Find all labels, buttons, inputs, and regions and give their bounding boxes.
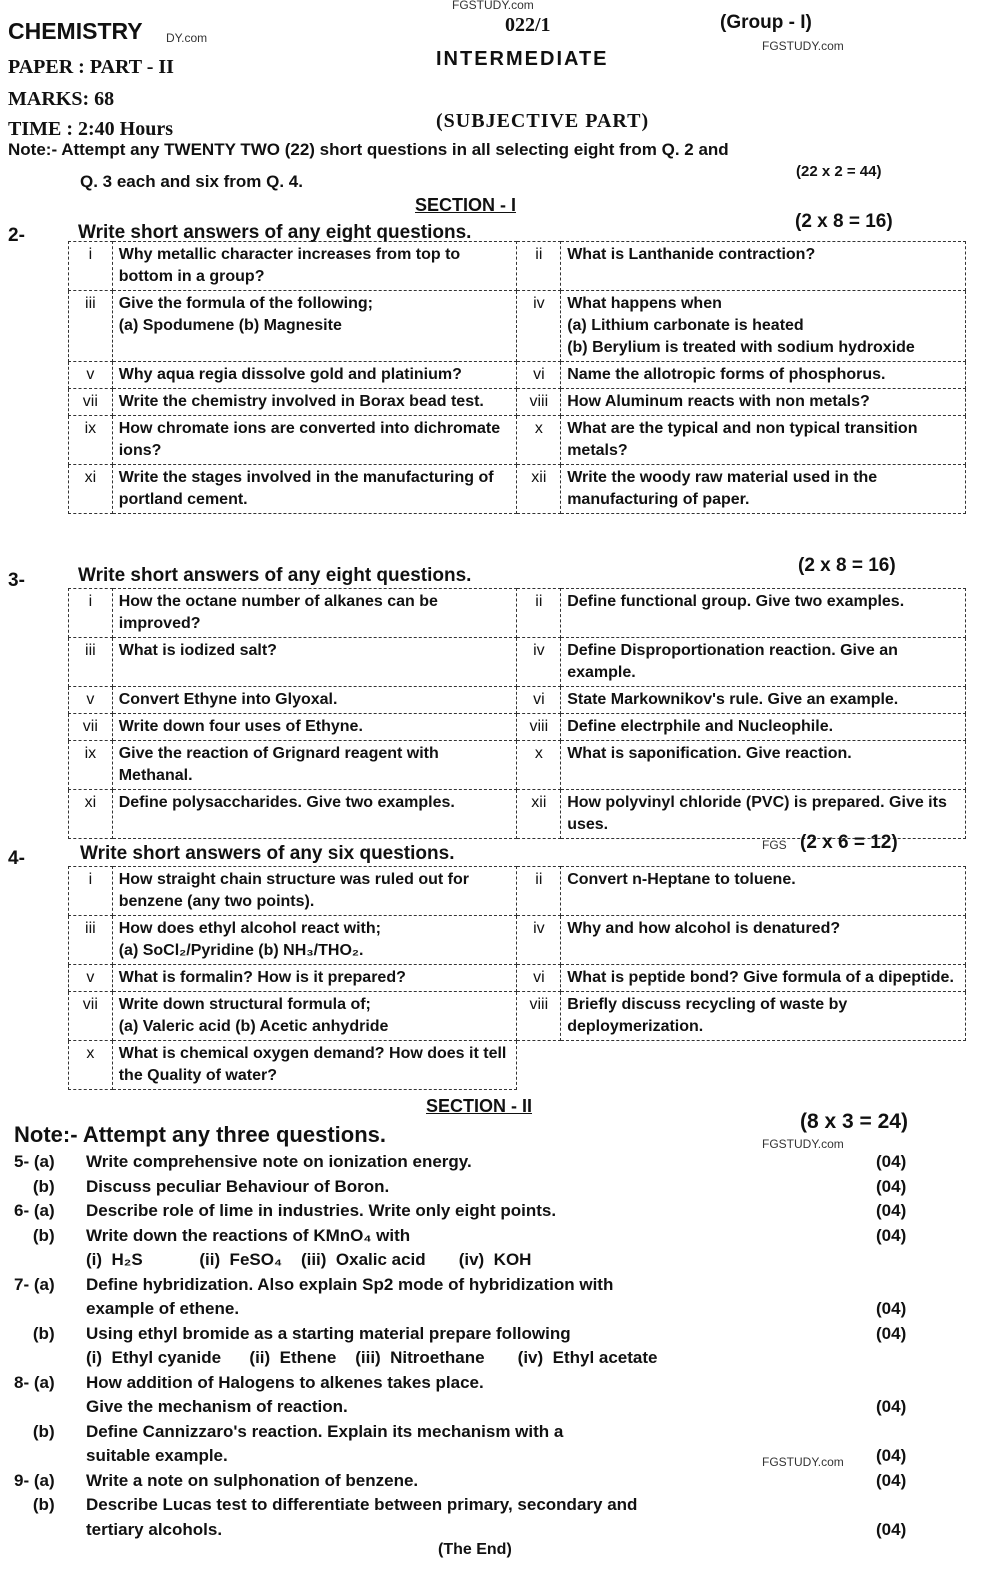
question-numeral: iii [69, 638, 113, 687]
question-text: What is Lanthanide contraction? [561, 242, 966, 291]
question-text: Give the formula of the following; (a) Spodumene (b) Magnesite [112, 291, 517, 362]
long-question-line [14, 1518, 934, 1543]
watermark: FGSTUDY.com [452, 0, 534, 12]
long-question-line [14, 1322, 934, 1347]
question-label: 9- (a) [14, 1470, 55, 1490]
long-question-line [14, 1420, 934, 1445]
question-numeral: vii [69, 389, 113, 416]
question-text: Write down structural formula of; (a) Valeric acid (b) Acetic anhydride [112, 992, 517, 1041]
long-question-line [14, 1493, 934, 1518]
question-label: 5- (a) [14, 1152, 55, 1171]
question-text: Name the allotropic forms of phosphorus. [561, 362, 966, 389]
question-numeral: xi [69, 465, 113, 514]
question-marks: (04) [876, 1446, 907, 1465]
question-marks: (2 x 8 = 16) [798, 555, 896, 576]
group: (Group - I) [720, 12, 812, 33]
question-text: Define Cannizzaro's reaction. Explain its mechanism with a [86, 1421, 564, 1441]
question-text: Write down four uses of Ethyne. [112, 714, 517, 741]
question-text: Give the mechanism of reaction. [86, 1397, 348, 1416]
question-text: Write the stages involved in the manufacturing of portland cement. [112, 465, 517, 514]
question-text: Define hybridization. Also explain Sp2 mode of hybridization with [86, 1274, 614, 1294]
question-text: Convert Ethyne into Glyoxal. [112, 687, 517, 714]
question-text: Write down the reactions of KMnO₄ with [86, 1225, 411, 1245]
marks: MARKS: 68 [8, 88, 115, 110]
question-text: How Aluminum reacts with non metals? [561, 389, 966, 416]
part-title: (SUBJECTIVE PART) [436, 110, 650, 132]
question-text: (i) Ethyl cyanide (ii) Ethene (iii) Nitroethane (iv) Ethyl acetate [86, 1348, 658, 1367]
question-numeral: i [69, 589, 113, 638]
question-marks: (2 x 6 = 12) [800, 832, 898, 853]
question-text: How addition of Halogens to alkenes takes place. [86, 1372, 484, 1392]
watermark: FGS [762, 838, 787, 852]
question-number: 3- [8, 570, 25, 591]
question-numeral: viii [517, 714, 561, 741]
question-numeral: ix [69, 416, 113, 465]
question-marks: (04) [876, 1323, 907, 1343]
question-numeral: ix [69, 741, 113, 790]
question-text: Discuss peculiar Behaviour of Boron. [86, 1176, 390, 1196]
long-question-line [14, 1297, 934, 1322]
table-row [69, 714, 966, 741]
table-row [69, 1041, 966, 1090]
question-numeral: iii [69, 291, 113, 362]
question-numeral: i [69, 242, 113, 291]
question-numeral: iii [69, 916, 113, 965]
question-numeral: vi [517, 362, 561, 389]
question-numeral: x [517, 416, 561, 465]
question-numeral: viii [517, 389, 561, 416]
long-question-line [14, 1273, 934, 1298]
question-numeral: iv [517, 638, 561, 687]
empty-cell [517, 1041, 561, 1090]
question-text: How chromate ions are converted into dichromate ions? [112, 416, 517, 465]
question-text: Convert n-Heptane to toluene. [561, 867, 966, 916]
question-text: Write the chemistry involved in Borax bead test. [112, 389, 517, 416]
question-marks: (04) [876, 1152, 907, 1171]
level: INTERMEDIATE [436, 48, 609, 70]
time: TIME : 2:40 Hours [8, 118, 173, 140]
section-note: Note:- Attempt any three questions. [14, 1122, 386, 1147]
question-numeral: i [69, 867, 113, 916]
question-numeral: vi [517, 965, 561, 992]
question-table [68, 866, 966, 1090]
question-text: example of ethene. [86, 1299, 240, 1318]
question-text: What is chemical oxygen demand? How does it tell the Quality of water? [112, 1041, 517, 1090]
question-text: What happens when (a) Lithium carbonate is heated (b) Berylium is treated with sodium hydroxide [561, 291, 966, 362]
watermark: DY.com [166, 31, 208, 45]
question-numeral: ii [517, 242, 561, 291]
question-numeral: xi [69, 790, 113, 839]
the-end: (The End) [438, 1541, 512, 1558]
question-marks: (04) [876, 1225, 907, 1245]
question-marks: (04) [876, 1201, 907, 1220]
long-question-line [14, 1248, 934, 1273]
question-marks: (2 x 8 = 16) [795, 211, 893, 232]
question-text: Describe role of lime in industries. Write only eight points. [86, 1201, 557, 1220]
table-row [69, 965, 966, 992]
paper-part: PAPER : PART - II [8, 56, 174, 78]
question-numeral: viii [517, 992, 561, 1041]
question-text: Briefly discuss recycling of waste by deploymerization. [561, 992, 966, 1041]
question-numeral: v [69, 965, 113, 992]
question-text: Define Disproportionation reaction. Give an example. [561, 638, 966, 687]
note-line-2: Q. 3 each and six from Q. 4. [80, 172, 303, 191]
table-row [69, 741, 966, 790]
question-text: Why and how alcohol is denatured? [561, 916, 966, 965]
question-numeral: v [69, 687, 113, 714]
question-text: tertiary alcohols. [86, 1519, 223, 1539]
question-label: 6- (a) [14, 1201, 55, 1220]
question-numeral: vii [69, 992, 113, 1041]
table-row [69, 389, 966, 416]
question-label: (b) [14, 1495, 55, 1514]
table-row [69, 638, 966, 687]
question-text: (i) H₂S (ii) FeSO₄ (iii) Oxalic acid (iv) KOH [86, 1250, 532, 1269]
question-numeral: v [69, 362, 113, 389]
question-text: Using ethyl bromide as a starting material prepare following [86, 1323, 571, 1343]
question-text: Define polysaccharides. Give two examples. [112, 790, 517, 839]
long-question-line [14, 1346, 934, 1371]
question-label: (b) [14, 1176, 55, 1196]
question-number: 4- [8, 848, 25, 869]
question-text: Write comprehensive note on ionization energy. [86, 1152, 472, 1171]
question-marks: (04) [876, 1519, 907, 1539]
paper-code: 022/1 [505, 14, 551, 36]
question-label: 7- (a) [14, 1274, 55, 1294]
note-marks: (22 x 2 = 44) [796, 163, 882, 180]
question-text: Why aqua regia dissolve gold and platinium? [112, 362, 517, 389]
question-text: Describe Lucas test to differentiate between primary, secondary and [86, 1495, 638, 1514]
long-question-line [14, 1395, 934, 1420]
question-numeral: ii [517, 867, 561, 916]
table-row [69, 916, 966, 965]
note-line-1: Note:- Attempt any TWENTY TWO (22) short questions in all selecting eight from Q. 2 and [8, 140, 729, 159]
section-title: SECTION - I [415, 195, 517, 215]
question-number: 2- [8, 225, 25, 246]
long-question-line [14, 1469, 934, 1494]
long-question-line [14, 1199, 934, 1224]
question-text: How the octane number of alkanes can be improved? [112, 589, 517, 638]
table-row [69, 362, 966, 389]
question-text: State Markownikov's rule. Give an example. [561, 687, 966, 714]
watermark: FGSTUDY.com [762, 1137, 844, 1151]
question-numeral: ii [517, 589, 561, 638]
question-numeral: xii [517, 790, 561, 839]
question-text: How straight chain structure was ruled out for benzene (any two points). [112, 867, 517, 916]
question-numeral: x [69, 1041, 113, 1090]
long-questions [14, 1150, 934, 1542]
table-row [69, 687, 966, 714]
table-row [69, 465, 966, 514]
question-title: Write short answers of any eight questions. [78, 222, 472, 243]
question-marks: (04) [876, 1299, 907, 1318]
question-label: (b) [14, 1225, 55, 1245]
question-text: Define functional group. Give two examples. [561, 589, 966, 638]
question-text: Why metallic character increases from top to bottom in a group? [112, 242, 517, 291]
table-row [69, 992, 966, 1041]
empty-cell [561, 1041, 966, 1090]
watermark: FGSTUDY.com [762, 1455, 844, 1469]
question-label: (b) [14, 1421, 55, 1441]
table-row [69, 291, 966, 362]
question-numeral: x [517, 741, 561, 790]
table-row [69, 416, 966, 465]
question-text: How polyvinyl chloride (PVC) is prepared. Give its uses. [561, 790, 966, 839]
question-text: What are the typical and non typical transition metals? [561, 416, 966, 465]
question-marks: (04) [876, 1176, 907, 1196]
question-text: What is iodized salt? [112, 638, 517, 687]
question-label: 8- (a) [14, 1372, 55, 1392]
question-text: What is saponification. Give reaction. [561, 741, 966, 790]
section-title: SECTION - II [426, 1096, 533, 1116]
question-text: suitable example. [86, 1446, 228, 1465]
question-text: Define electrphile and Nucleophile. [561, 714, 966, 741]
question-numeral: vii [69, 714, 113, 741]
long-question-line [14, 1175, 934, 1200]
question-table [68, 588, 966, 839]
question-numeral: iv [517, 291, 561, 362]
question-marks: (04) [876, 1397, 907, 1416]
long-question-line [14, 1150, 934, 1175]
question-label: (b) [14, 1323, 55, 1343]
subject: CHEMISTRY [8, 18, 143, 44]
table-row [69, 589, 966, 638]
question-marks: (04) [876, 1470, 907, 1490]
question-text: Write the woody raw material used in the manufacturing of paper. [561, 465, 966, 514]
question-numeral: iv [517, 916, 561, 965]
watermark: FGSTUDY.com [762, 39, 844, 53]
question-text: How does ethyl alcohol react with; (a) SoCl₂/Pyridine (b) NH₃/THO₂. [112, 916, 517, 965]
question-numeral: xii [517, 465, 561, 514]
question-table [68, 241, 966, 514]
question-title: Write short answers of any eight questions. [78, 565, 472, 586]
question-text: Write a note on sulphonation of benzene. [86, 1470, 419, 1490]
table-row [69, 242, 966, 291]
table-row [69, 867, 966, 916]
question-title: Write short answers of any six questions. [80, 843, 455, 864]
question-numeral: vi [517, 687, 561, 714]
long-question-line [14, 1224, 934, 1249]
question-text: What is peptide bond? Give formula of a dipeptide. [561, 965, 966, 992]
question-text: Give the reaction of Grignard reagent with Methanal. [112, 741, 517, 790]
section-marks: (8 x 3 = 24) [800, 1110, 908, 1133]
question-text: What is formalin? How is it prepared? [112, 965, 517, 992]
long-question-line [14, 1371, 934, 1396]
